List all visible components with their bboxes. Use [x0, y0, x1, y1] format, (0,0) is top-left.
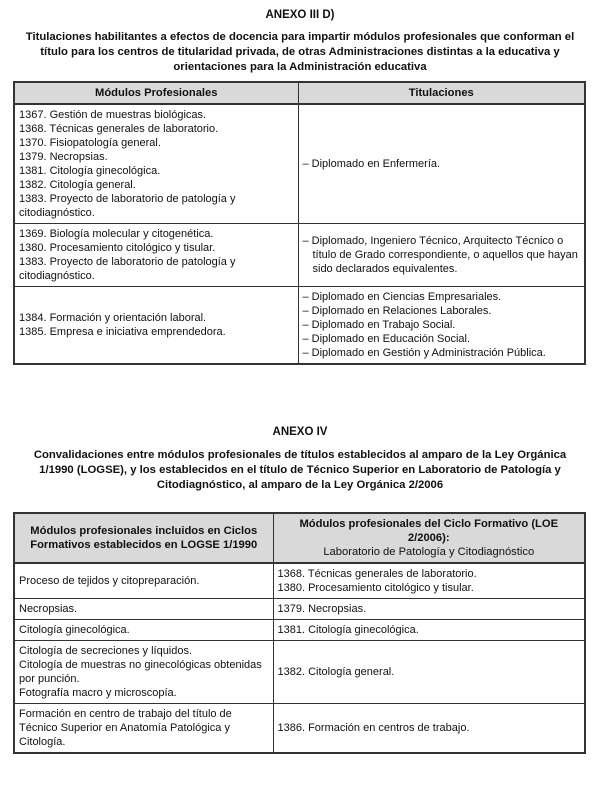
header-loe: [273, 513, 585, 563]
table-row: [14, 641, 585, 704]
header-loe-subtitle: Laboratorio de Patología y Citodiagnóstico: [323, 546, 535, 558]
logse-item: Necropsias.: [19, 603, 78, 615]
annex-3d-title: ANEXO III D): [265, 9, 335, 21]
table-row: [14, 563, 585, 599]
logse-item: Proceso de tejidos y citopreparación.: [19, 575, 200, 587]
loe-cell: [273, 620, 585, 641]
module-item: 1382. Citología general.: [19, 179, 136, 191]
logse-item: Citología ginecológica.: [19, 624, 130, 636]
titulacion-item: – Diplomado en Trabajo Social.: [302, 319, 456, 331]
titulacion-item: – Diplomado en Educación Social.: [302, 333, 471, 345]
module-item: 1380. Procesamiento citológico y tisular.: [19, 242, 216, 254]
titulacion-item: – Diplomado en Relaciones Laborales.: [302, 305, 492, 317]
table-row: [14, 224, 585, 287]
loe-item: 1379. Necropsias.: [277, 603, 367, 615]
loe-cell: [273, 563, 585, 599]
logse-cell: [14, 620, 273, 641]
annex-3d-table: [13, 81, 586, 365]
table-header-row: [14, 513, 585, 563]
titulacion-item: – Diplomado en Gestión y Administración Pública.: [302, 347, 546, 359]
table-row: [14, 620, 585, 641]
modules-cell: [14, 104, 298, 224]
modules-cell: [14, 224, 298, 287]
module-item: 1368. Técnicas generales de laboratorio.: [19, 123, 219, 135]
titulacion-item: – Diplomado en Ciencias Empresariales.: [302, 291, 502, 303]
header-titulaciones: Titulaciones: [298, 82, 585, 104]
logse-cell: [14, 704, 273, 754]
loe-item: 1386. Formación en centros de trabajo.: [277, 722, 470, 734]
titulacion-item: – Diplomado en Enfermería.: [302, 158, 441, 170]
module-item: 1385. Empresa e iniciativa emprendedora.: [19, 326, 226, 338]
module-item: 1383. Proyecto de laboratorio de patología y citodiagnóstico.: [19, 193, 236, 219]
module-item: 1383. Proyecto de laboratorio de patología y citodiagnóstico.: [19, 256, 236, 282]
table-row: [14, 104, 585, 224]
titulaciones-cell: [298, 224, 585, 287]
loe-item: 1382. Citología general.: [277, 666, 395, 678]
table-row: [14, 599, 585, 620]
table-row: [14, 704, 585, 754]
module-item: 1367. Gestión de muestras biológicas.: [19, 109, 207, 121]
titulaciones-cell: [298, 104, 585, 224]
module-item: 1381. Citología ginecológica.: [19, 165, 161, 177]
modules-cell: [14, 287, 298, 365]
annex-4-subtitle: Convalidaciones entre módulos profesionales de títulos establecidos al amparo de la Ley Orgánica 1/1990 (LOGSE), y los establecidos en el título de Técnico Superior en Laboratorio de Patología y Citodiagnóstico, al amparo de la Ley Orgánica 2/2006: [33, 449, 567, 491]
logse-item: Citología de secreciones y líquidos.: [19, 645, 193, 657]
module-item: 1369. Biología molecular y citogenética.: [19, 228, 214, 240]
logse-item: Fotografía macro y microscopía.: [19, 687, 177, 699]
annex-4-title: ANEXO IV: [272, 426, 328, 438]
header-logse: Módulos profesionales incluidos en Ciclos Formativos establecidos en LOGSE 1/1990: [14, 513, 273, 563]
titulacion-item: – Diplomado, Ingeniero Técnico, Arquitecto Técnico o título de Grado correspondiente, o aquellos que hayan sido declarados equivalentes.: [302, 235, 578, 275]
header-loe-title: Módulos profesionales del Ciclo Formativo (LOE 2/2006):: [299, 518, 559, 544]
loe-cell: [273, 704, 585, 754]
loe-cell: [273, 641, 585, 704]
loe-item: 1381. Citología ginecológica.: [277, 624, 419, 636]
logse-cell: [14, 599, 273, 620]
loe-item: 1368. Técnicas generales de laboratorio.: [277, 568, 477, 580]
logse-item: Citología de muestras no ginecológicas obtenidas por punción.: [19, 659, 262, 685]
logse-item: Formación en centro de trabajo del título de Técnico Superior en Anatomía Patológica y Citología.: [19, 708, 232, 748]
titulaciones-cell: [298, 287, 585, 365]
header-modulos: Módulos Profesionales: [14, 82, 298, 104]
module-item: 1370. Fisiopatología general.: [19, 137, 161, 149]
table-header-row: [14, 82, 585, 104]
logse-cell: [14, 563, 273, 599]
annex-3d-subtitle: Titulaciones habilitantes a efectos de docencia para impartir módulos profesionales que conforman el título para los centros de titularidad privada, de otras Administraciones distintas a la educativa y orientaciones para la Administración educativa: [25, 31, 575, 73]
loe-item: 1380. Procesamiento citológico y tisular.: [277, 582, 474, 594]
table-row: [14, 287, 585, 365]
logse-cell: [14, 641, 273, 704]
annex-4-table: [13, 512, 586, 754]
module-item: 1384. Formación y orientación laboral.: [19, 312, 207, 324]
module-item: 1379. Necropsias.: [19, 151, 108, 163]
loe-cell: [273, 599, 585, 620]
